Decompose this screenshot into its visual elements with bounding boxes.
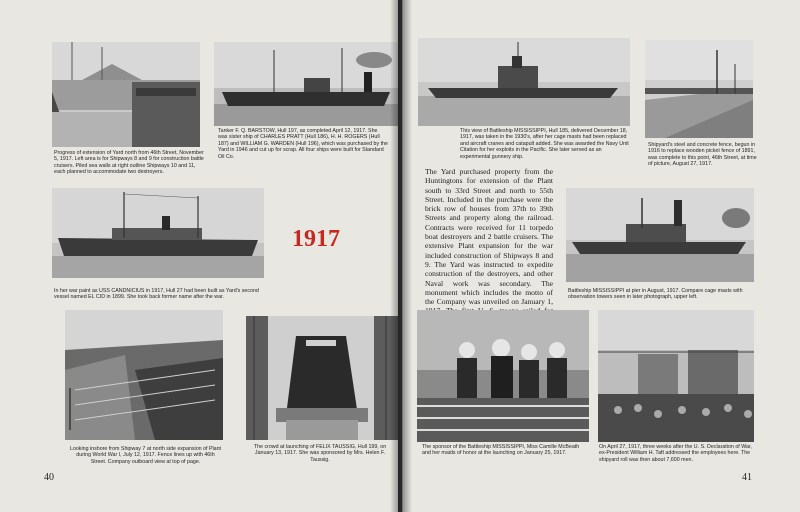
photo-candnicius: [52, 188, 264, 278]
photo-shipyard-fence: [645, 40, 753, 138]
caption-looking-inshore: Looking inshore from Shipway 7 at north side expansion of Plant during World War I, July 12, 1917. Fence lines up with 46th Street. Company outboard view at top of page.: [69, 446, 222, 465]
photo-mississippi-pier: [566, 188, 754, 282]
photo-taft: [598, 310, 754, 442]
main-body-text: The Yard purchased property from the Huntingtons for extension of the Plant south to 33rd Street and north to 55th Street. Included in the purchase were the brick row of houses from 37th to 39th Streets and property along the railroad. Contracts were received for 11 torpedo boat destroyers and 2 battle cruisers. The extensive Plant expansion for the war included construction of Shipways 8 and 9. The Yard was instructed to expedite construction of the destroyers, and other Naval work was secondary. The monument which includes the motto of the Company was unveiled on January 1,: [425, 167, 553, 307]
left-page: [0, 0, 398, 512]
page-number-left: 40: [44, 472, 54, 483]
photo-mississippi-1930s: [418, 38, 630, 126]
caption-sponsor: The sponsor of the Battleship MISSISSIPPI, Miss Camille McBeath and her maids of honor at the launching on January 25, 1917.: [422, 444, 580, 457]
photo-looking-inshore: [65, 310, 223, 440]
caption-taft: On April 27, 1917, three weeks after the U. S. Declaration of War, ex-President William H. Taft addressed the employees here. The shipyard roll was then about 7,600 men.: [599, 444, 752, 463]
caption-mississippi-pier: Battleship MISSISSIPPI at pier in August, 1917. Compare cage masts with observation towers seen in later photograph, upper left.: [568, 288, 743, 301]
caption-shipyard-fence: Shipyard's steel and concrete fence, begun in 1916 to replace wooden picket fence of 1891, was complete to this point, 46th Street, at time of picture, August 27, 1917.: [648, 142, 757, 168]
photo-felix-taussig: [246, 316, 398, 440]
photo-yard-extension: [52, 42, 200, 147]
book-gutter: [390, 0, 412, 512]
caption-mississippi-1930s: This view of Battleship MISSISSIPPI, Hull 185, delivered December 18, 1917, was taken in the 1930's, after her cage masts had been replaced and aircraft cranes and catapult added. She was awarded the Navy Unit Citation for her exploits in the Pacific. She later served as an experimental gunnery ship.: [460, 128, 629, 160]
photo-tanker-barstow: [214, 42, 398, 126]
caption-candnicius: In her war paint as USS CANDNICIUS in 1917, Hull 27 had been built as Yard's second vessel named EL CID in 1899. She took back former name after the war.: [54, 288, 259, 301]
page-number-right: 41: [742, 472, 752, 483]
right-page: [402, 0, 800, 512]
caption-yard-extension: Progress of extension of Yard north from 46th Street, November 5, 1917. Left area is for Shipways 8 and 9 for construction battle cruisers. Piled sea walls at right outline Shipways 10 and 11, each planned to accommodate two destroyers.: [54, 150, 204, 176]
year-heading: 1917: [292, 226, 340, 252]
caption-barstow: Tanker F. Q. BARSTOW, Hull 197, as completed April 12, 1917. She was sister ship of CHARLES PRATT (Hull 186), H. H. ROGERS (Hull 187) and WILLIAM G. WARDEN (Hull 196), which was purchased by the Yard in 1946 and cut up for scrap. All four ships were built for Standard Oil Co.: [218, 128, 388, 160]
photo-sponsor: [417, 310, 589, 442]
caption-felix-taussig: The crowd at launching of FELIX TAUSSIG, Hull 199, on January 13, 1917. She was sponsored by Mrs. Helen F. Taussig.: [253, 444, 387, 463]
